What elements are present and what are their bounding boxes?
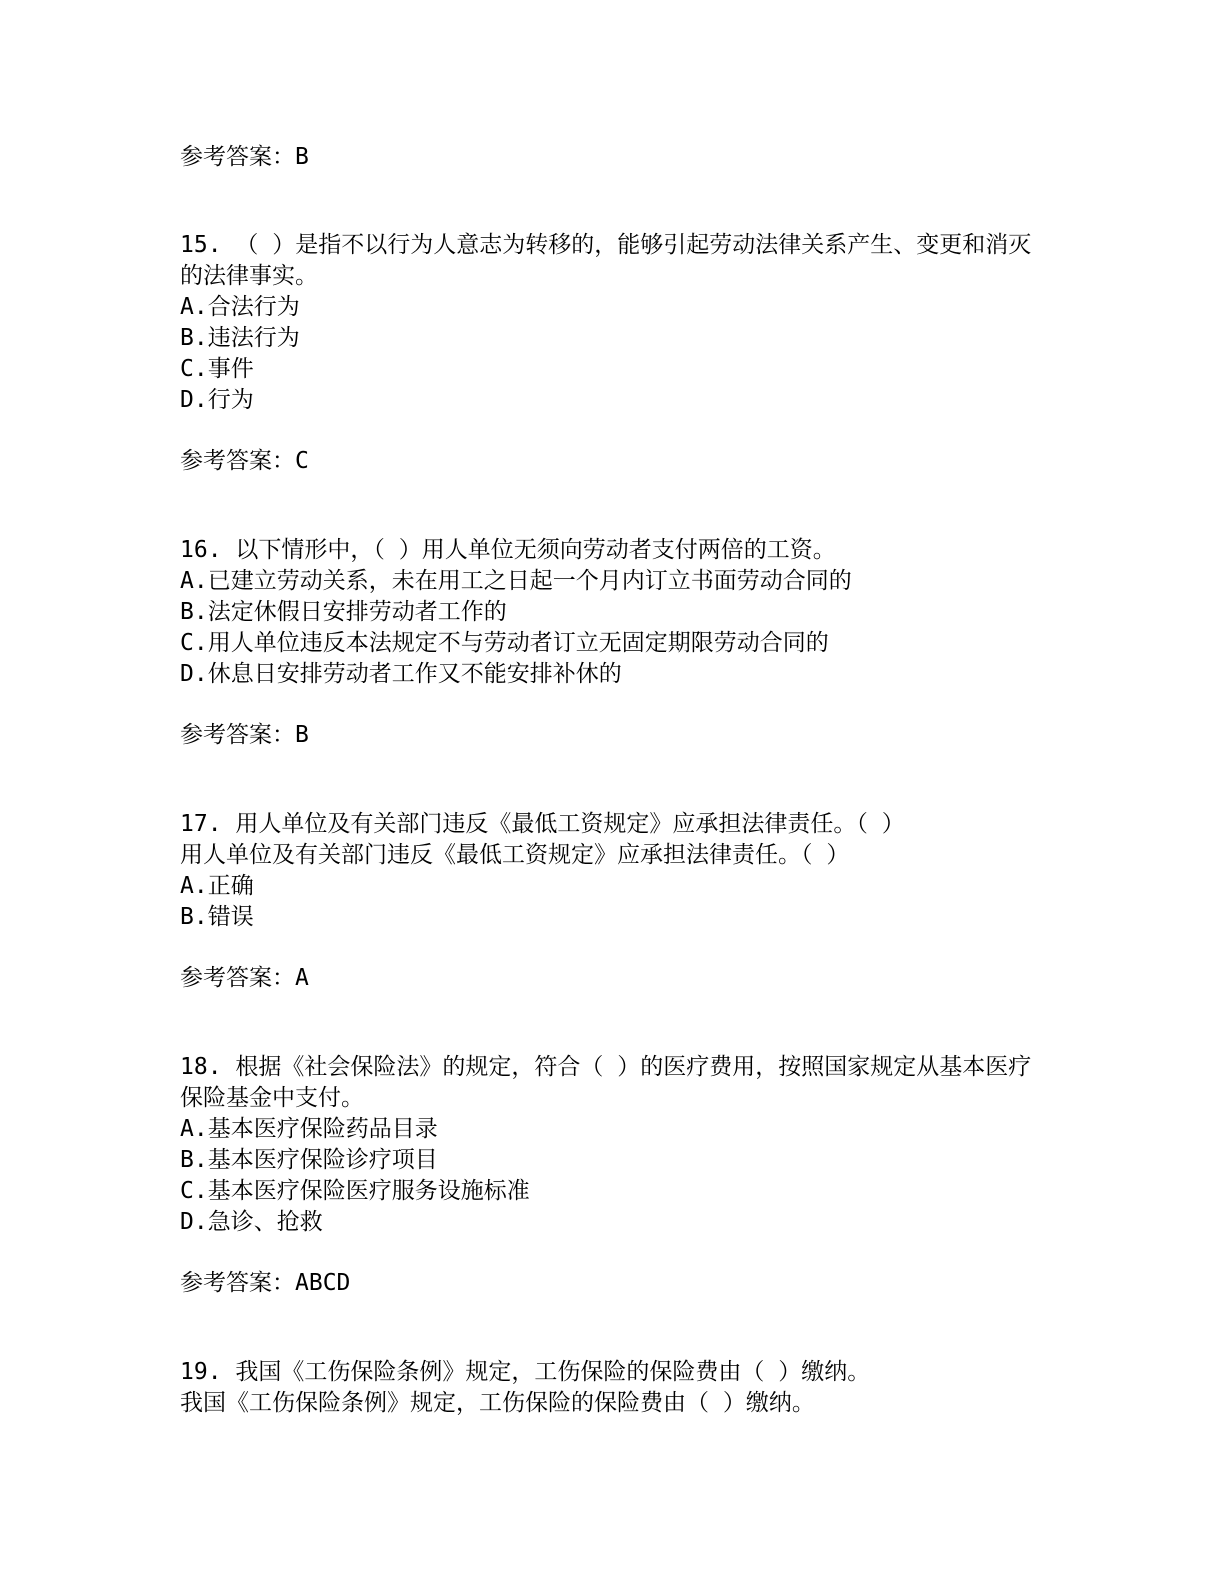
question-15-option-d: D.行为 <box>180 387 254 413</box>
question-15-stem-line1: 15. （ ）是指不以行为人意志为转移的，能够引起劳动法律关系产生、变更和消灭 <box>180 232 1032 258</box>
question-16-option-d: D.休息日安排劳动者工作又不能安排补休的 <box>180 661 622 687</box>
exam-page <box>180 0 1060 1584</box>
question-18-stem-line1: 18. 根据《社会保险法》的规定，符合（ ）的医疗费用，按照国家规定从基本医疗 <box>180 1054 1032 1080</box>
question-15-option-c: C.事件 <box>180 356 254 382</box>
question-15-option-b: B.违法行为 <box>180 325 300 351</box>
question-17-option-a: A.正确 <box>180 873 254 899</box>
answer-line-q17: 参考答案：A <box>180 965 309 991</box>
question-16-option-c: C.用人单位违反本法规定不与劳动者订立无固定期限劳动合同的 <box>180 630 829 656</box>
answer-line-q14: 参考答案：B <box>180 144 309 170</box>
question-17-stem-line1: 17. 用人单位及有关部门违反《最低工资规定》应承担法律责任。（ ） <box>180 811 905 837</box>
question-18-option-b: B.基本医疗保险诊疗项目 <box>180 1147 438 1173</box>
question-15-option-a: A.合法行为 <box>180 294 300 320</box>
question-18-option-d: D.急诊、抢救 <box>180 1209 323 1235</box>
question-18-stem-line2: 保险基金中支付。 <box>180 1085 364 1111</box>
question-16-option-a: A.已建立劳动关系，未在用工之日起一个月内订立书面劳动合同的 <box>180 568 852 594</box>
question-18-option-a: A.基本医疗保险药品目录 <box>180 1116 438 1142</box>
question-17-option-b: B.错误 <box>180 904 254 930</box>
answer-line-q15: 参考答案：C <box>180 448 309 474</box>
question-19-stem-line1: 19. 我国《工伤保险条例》规定，工伤保险的保险费由（ ）缴纳。 <box>180 1359 871 1385</box>
question-17-stem-line2: 用人单位及有关部门违反《最低工资规定》应承担法律责任。（ ） <box>180 842 850 868</box>
answer-line-q16: 参考答案：B <box>180 722 309 748</box>
question-16-stem-line1: 16. 以下情形中，（ ）用人单位无须向劳动者支付两倍的工资。 <box>180 537 836 563</box>
question-18-option-c: C.基本医疗保险医疗服务设施标准 <box>180 1178 530 1204</box>
question-15-stem-line2: 的法律事实。 <box>180 263 318 289</box>
question-19-stem-line2: 我国《工伤保险条例》规定，工伤保险的保险费由（ ）缴纳。 <box>180 1390 815 1416</box>
question-16-option-b: B.法定休假日安排劳动者工作的 <box>180 599 507 625</box>
answer-line-q18: 参考答案：ABCD <box>180 1270 351 1296</box>
